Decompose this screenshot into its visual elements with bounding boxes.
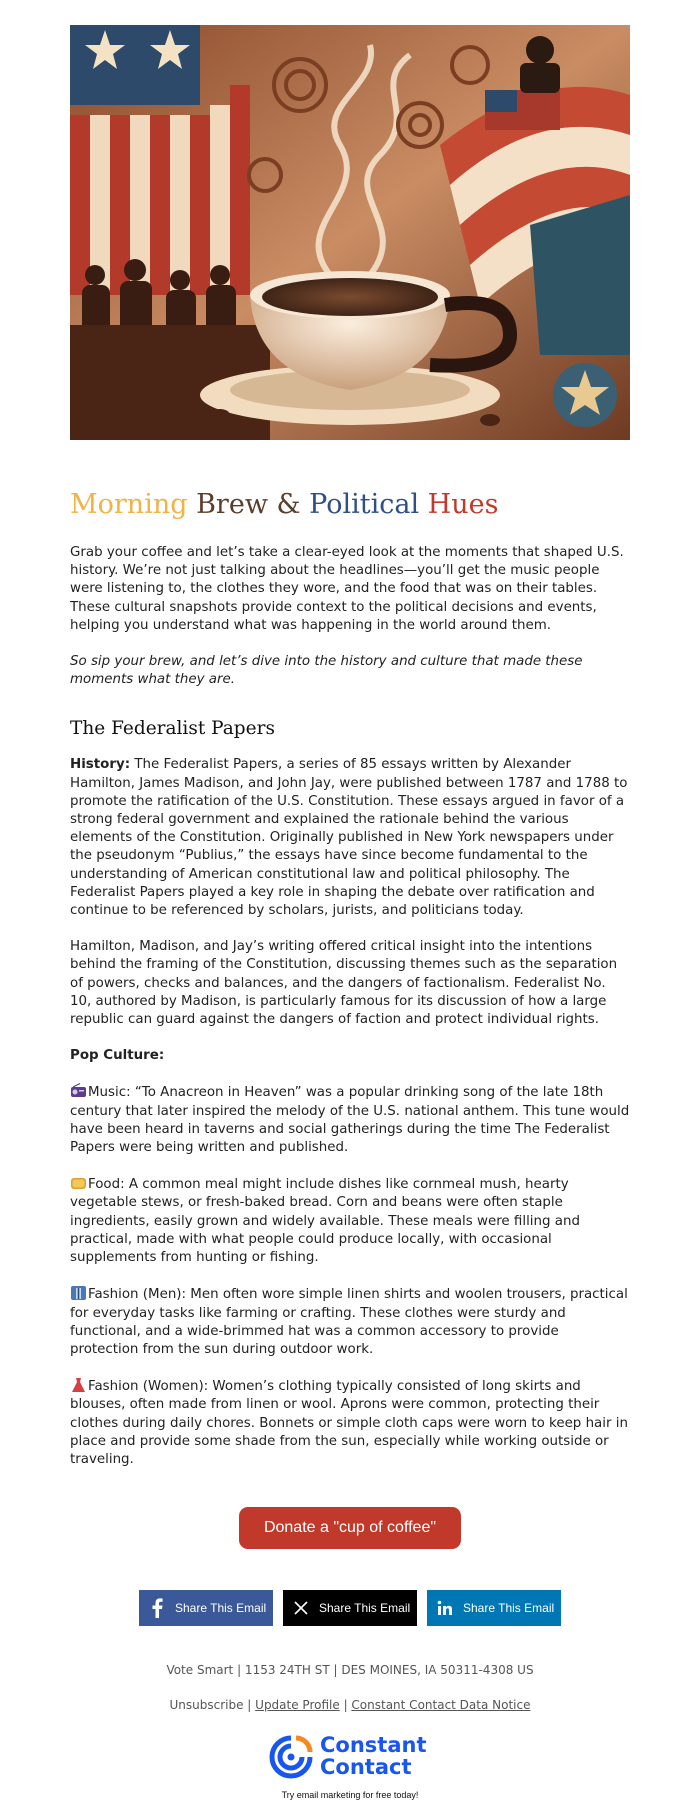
- food-text: Food: A common meal might include dishes like cornmeal mush, hearty vegetable stews, or fresh-baked bread. Corn and beans were often staple ingredients, easily grown and widely available. These meals were filling and practical, made with what people could produce locally, with occasional supplements from hunting or fishing.: [70, 1177, 580, 1266]
- constant-contact-wordmark: [320, 1734, 427, 1778]
- music-text: Music: “To Anacreon in Heaven” was a popular drinking song of the late 18th century that later inspired the melody of the U.S. national anthem. This tune would have been heard in taverns and social gatherings during the time The Federalist Papers were being written and published.: [70, 1085, 630, 1156]
- unsubscribe-link[interactable]: Unsubscribe: [169, 1698, 244, 1712]
- share-linkedin-button[interactable]: [427, 1590, 561, 1626]
- share-row: [139, 1590, 561, 1626]
- radio-icon: [70, 1083, 87, 1099]
- coffee-history-illustration: [70, 25, 630, 440]
- wordmark-line2: Contact: [320, 1755, 412, 1779]
- constant-contact-tagline[interactable]: Try email marketing for free today!: [281, 1790, 419, 1800]
- pop-culture-label: Pop Culture:: [70, 1048, 165, 1064]
- footer-address: Vote Smart | 1153 24TH ST | DES MOINES, IA 50311-4308 US: [166, 1663, 534, 1677]
- x-icon: [283, 1590, 319, 1626]
- title-brew: Brew &: [196, 489, 310, 520]
- music-paragraph: [70, 1083, 630, 1157]
- dress-icon: [70, 1377, 87, 1393]
- share-facebook-label: Share This Email: [175, 1601, 267, 1615]
- constant-contact-icon: [268, 1734, 314, 1780]
- shirt-icon: [70, 1285, 87, 1301]
- title-hues: Hues: [427, 489, 499, 520]
- wordmark-line1: Constant: [320, 1733, 427, 1757]
- history-text: The Federalist Papers, a series of 85 essays written by Alexander Hamilton, James Madison, and John Jay, were published between 1787 and 1788 to promote the ratification of the U.S. Constitution. These essays argued in favor of a strong federal government and explained the rationale behind the various elements of the Constitution. Originally published in New York newspapers under the pseudonym “Publius,” the essays have since become fundamental to the understanding of American constitutional law and political philosophy. The Federalist Papers played a key role in shaping the debate over ratification and continue to be referenced by scholars, jurists, and politicians today.: [70, 757, 628, 919]
- intro-paragraph: Grab your coffee and let’s take a clear-eyed look at the moments that shaped U.S. history. We’re not just talking about the headlines—you’ll get the music people were listening to, the clothes they wore, and the food that was on their tables. These cultural snapshots provide context to the political decisions and events, helping you understand what was happening in the world around them.: [70, 545, 624, 633]
- hero-image: [70, 25, 630, 440]
- linkedin-icon: [427, 1590, 463, 1626]
- donate-button[interactable]: Donate a "cup of coffee": [239, 1507, 461, 1549]
- fashion-men-text: Fashion (Men): Men often wore simple linen shirts and woolen trousers, practical for everyday tasks like farming or crafting. These clothes were sturdy and functional, and a wide-brimmed hat was a common accessory to provide protection from the sun during outdoor work.: [70, 1287, 628, 1357]
- email-content: [70, 486, 630, 1469]
- bread-icon: [70, 1175, 87, 1191]
- footer-links: [0, 1698, 700, 1712]
- fashion-men-paragraph: [70, 1285, 630, 1359]
- food-paragraph: [70, 1175, 630, 1267]
- history-paragraph: [70, 756, 630, 920]
- title-morning: Morning: [70, 489, 197, 520]
- update-profile-link[interactable]: Update Profile: [255, 1698, 340, 1712]
- facebook-icon: [139, 1590, 175, 1626]
- intro-italic: So sip your brew, and let’s dive into the history and culture that made these moments what they are.: [70, 654, 583, 688]
- share-x-button[interactable]: [283, 1590, 417, 1626]
- fashion-women-paragraph: [70, 1377, 630, 1469]
- fashion-women-text: Fashion (Women): Women’s clothing typically consisted of long skirts and blouses, often made from linen or wool. Aprons were common, protecting their clothes during daily chores. Bonnets or simple cloth caps were worn to keep hair in place and provide some shade from the sun, especially while working outside or traveling.: [70, 1379, 628, 1467]
- title-brew-political: [196, 489, 428, 520]
- constant-contact-logo[interactable]: [268, 1734, 438, 1784]
- data-notice-link[interactable]: Constant Contact Data Notice: [351, 1698, 531, 1712]
- share-linkedin-label: Share This Email: [463, 1601, 555, 1615]
- page-title: [70, 486, 630, 524]
- history-label: History:: [70, 757, 131, 773]
- footer-separator: |: [339, 1698, 352, 1712]
- share-x-label: Share This Email: [319, 1601, 411, 1615]
- history-paragraph-2: Hamilton, Madison, and Jay’s writing offered critical insight into the intentions behind the framing of the Constitution, discussing themes such as the separation of powers, checks and balances, and the dangers of factionalism. Federalist No. 10, authored by Madison, is particularly famous for its discussion of how a large republic can guard against the dangers of faction and protect individual rights.: [70, 939, 618, 1028]
- title-political: Political: [309, 489, 428, 520]
- section-heading: The Federalist Papers: [70, 718, 275, 740]
- share-facebook-button[interactable]: [139, 1590, 273, 1626]
- footer-separator: |: [243, 1698, 256, 1712]
